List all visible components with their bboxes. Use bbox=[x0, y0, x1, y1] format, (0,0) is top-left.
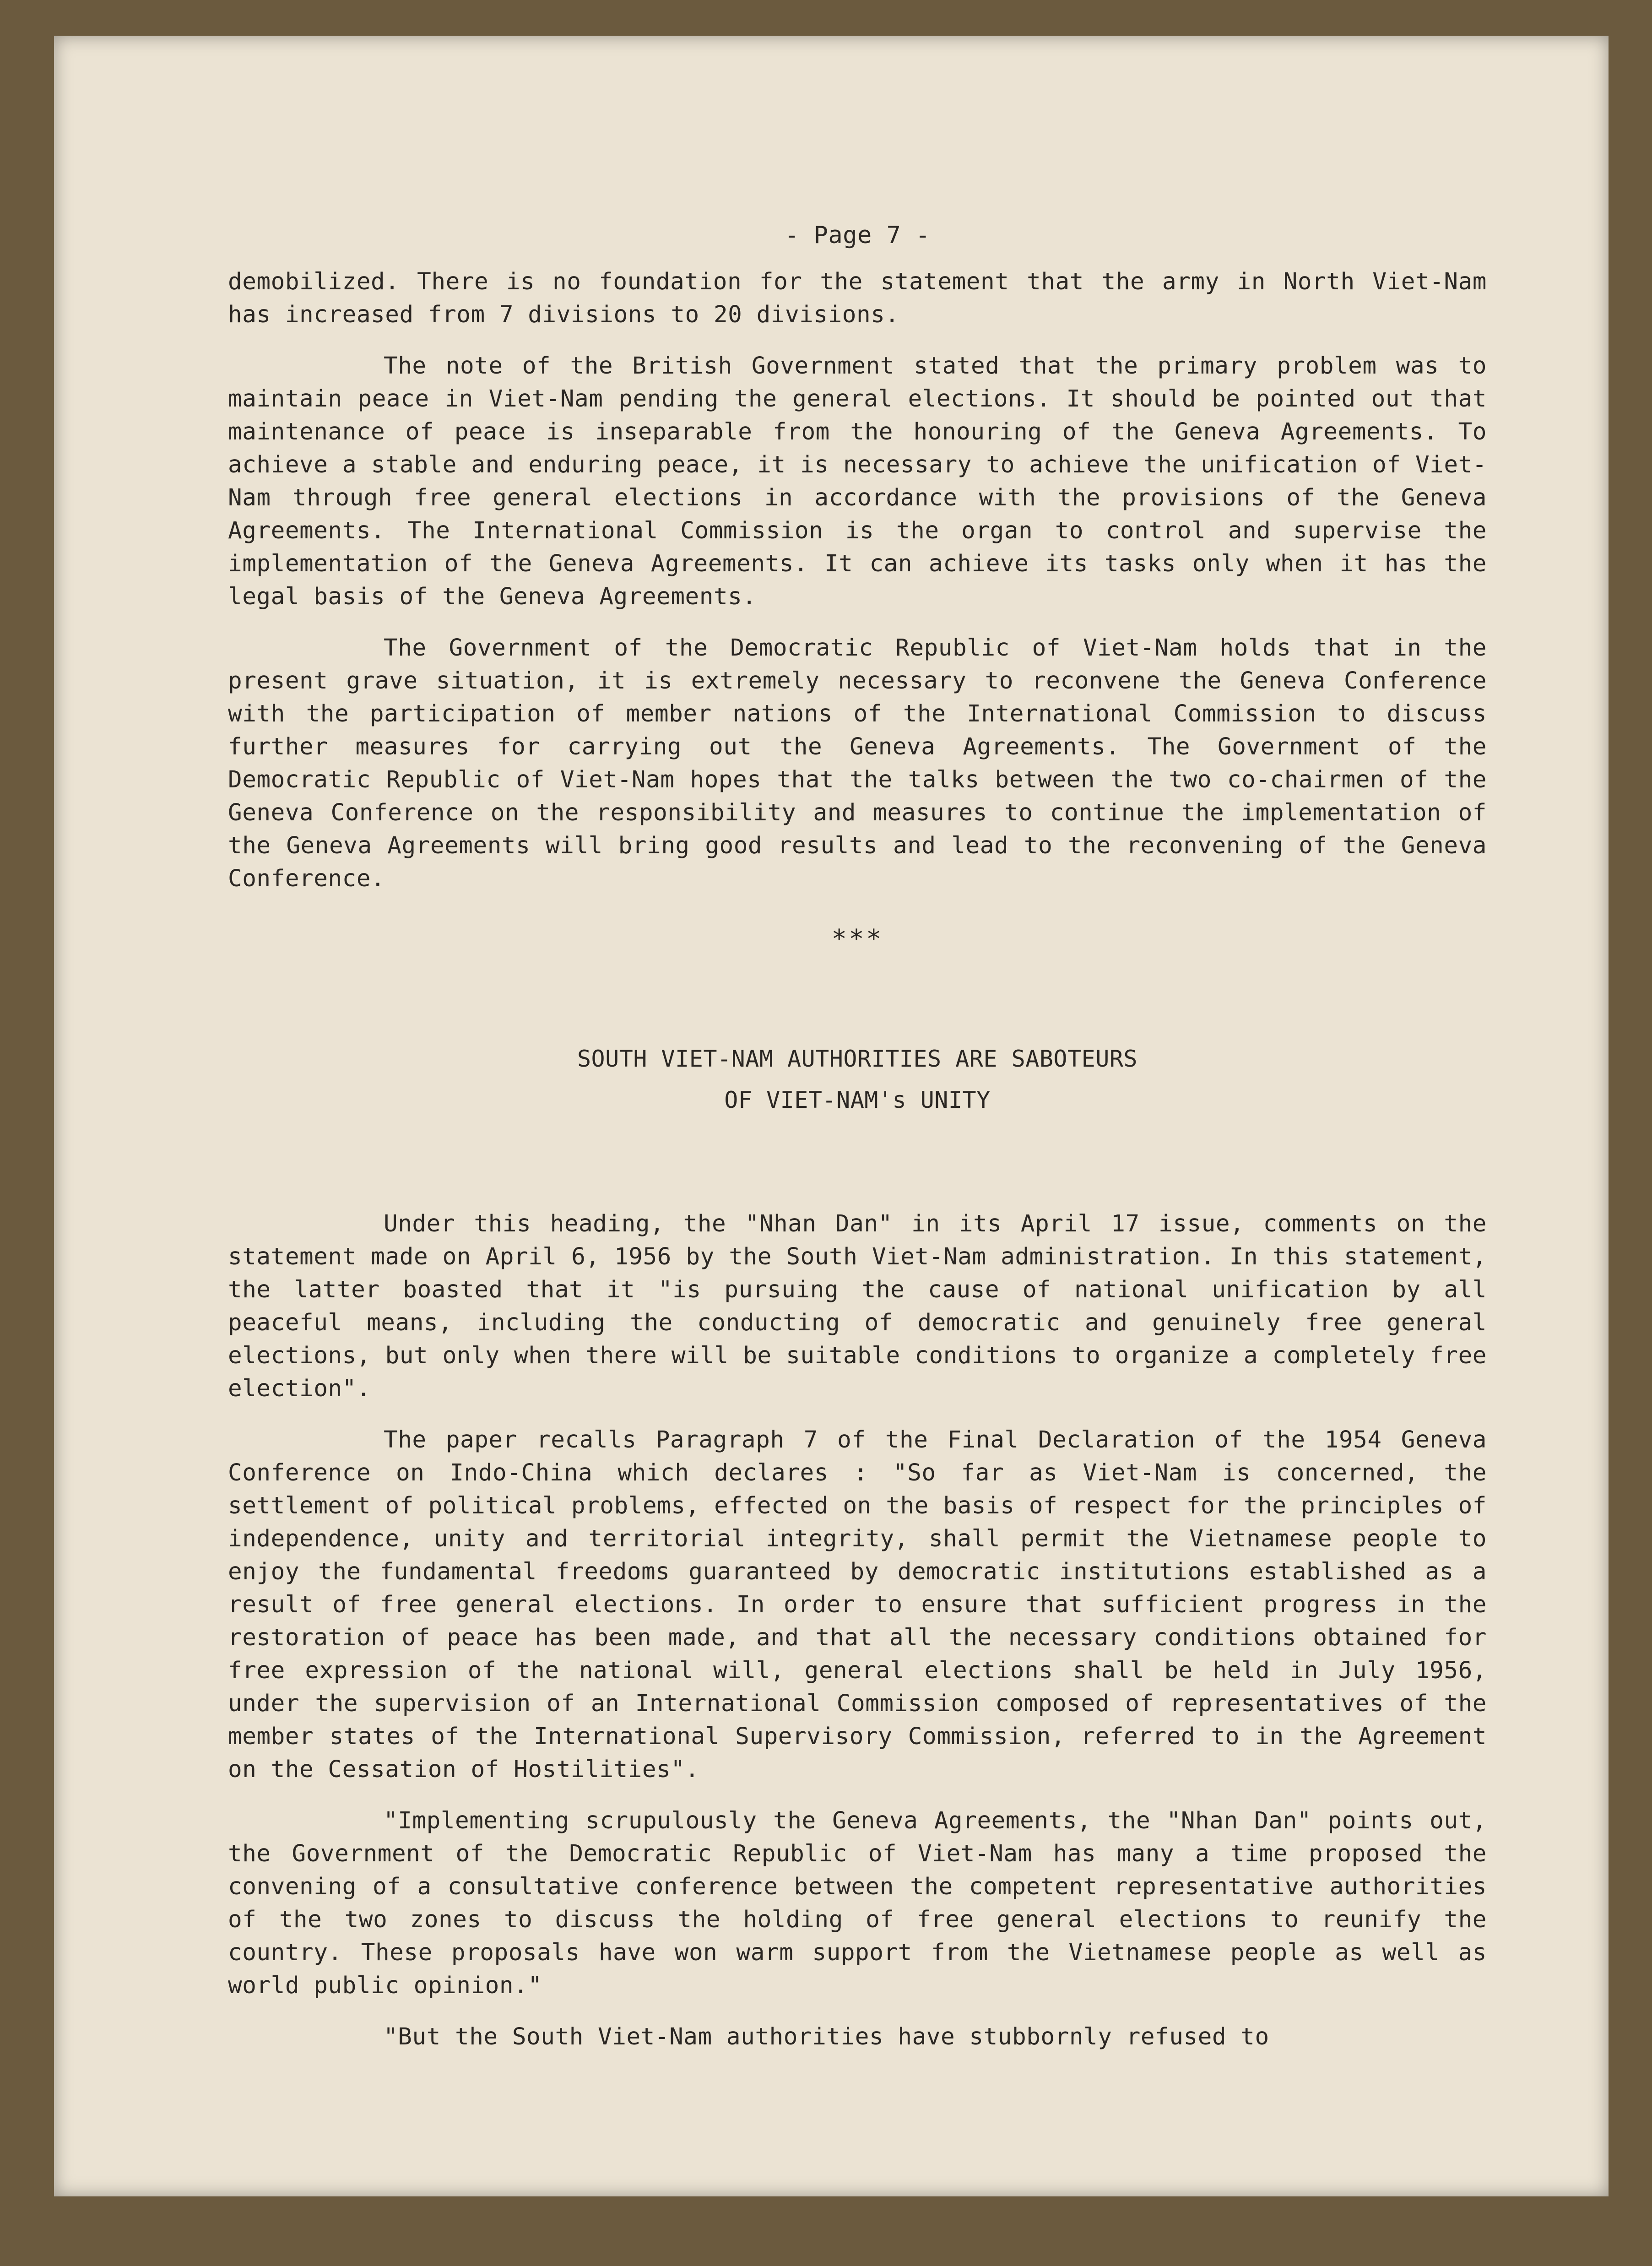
paragraph-implementing-agreements: "Implementing scrupulously the Geneva Agreements, the "Nhan Dan" points out, the Government of the Democratic Republic of Viet-Nam has many a time proposed the convening of a consultative conference between the competent representative authorities of the two zones to discuss the holding of free general elections to reunify the country. These proposals have won warm support from the Vietnamese people as well as world public opinion." bbox=[228, 1807, 1487, 1999]
section-heading bbox=[228, 1038, 1487, 1121]
paragraph-south-refusal: "But the South Viet-Nam authorities have stubbornly refused to bbox=[384, 2023, 1269, 2050]
paragraph-reconvene-conference: The Government of the Democratic Republic of Viet-Nam holds that in the present grave situation, it is extremely necessary to reconvene the Geneva Conference with the participation of member nations of the International Commission to discuss further measures for carrying out the Geneva Agreements. The Government of the Democratic Republic of Viet-Nam hopes that the talks between the two co-chairmen of the Geneva Conference on the responsibility and measures to continue the implementation of the Geneva Agreements will bring good results and lead to the reconvening of the Geneva Conference. bbox=[228, 634, 1487, 892]
section-separator: *** bbox=[831, 924, 883, 954]
paragraph-british-note: The note of the British Government stated that the primary problem was to maintain peace in Viet-Nam pending the general elections. It should be pointed out that maintenance of peace is inseparable from the honouring of the Geneva Agreements. To achieve a stable and enduring peace, it is necessary to achieve the unification of Viet-Nam through free general elections in accordance with the provisions of the Geneva Agreements. The International Commission is the organ to control and supervise the implementation of the Geneva Agreements. It can achieve its tasks only when it has the legal basis of the Geneva Agreements. bbox=[228, 352, 1487, 610]
document-page bbox=[54, 36, 1609, 2196]
paragraph-final-declaration: The paper recalls Paragraph 7 of the Final Declaration of the 1954 Geneva Conference on Indo-China which declares : "So far as Viet-Nam is concerned, the settlement of political problems, effected on the basis of respect for the principles of independence, unity and territorial integrity, shall permit the Vietnamese people to enjoy the fundamental freedoms guaranteed by democratic institutions established as a result of free general elections. In order to ensure that sufficient progress in the restoration of peace has been made, and that all the necessary conditions obtained for free expression of the national will, general elections shall be held in July 1956, under the supervision of an International Commission composed of representatives of the member states of the International Supervisory Commission, referred to in the Agreement on the Cessation of Hostilities". bbox=[228, 1426, 1487, 1783]
paragraph-continuation: demobilized. There is no foundation for the statement that the army in North Viet-Nam has increased from 7 divisions to 20 divisions. bbox=[228, 268, 1487, 328]
page-content bbox=[228, 219, 1487, 2072]
heading-line-1: SOUTH VIET-NAM AUTHORITIES ARE SABOTEURS bbox=[577, 1046, 1138, 1072]
heading-line-2: OF VIET-NAM's UNITY bbox=[724, 1087, 991, 1113]
page-number: - Page 7 - bbox=[784, 222, 931, 249]
paragraph-nhan-dan-comment: Under this heading, the "Nhan Dan" in its April 17 issue, comments on the statement made on April 6, 1956 by the South Viet-Nam administration. In this statement, the latter boasted that it "is pursuing the cause of national unification by all peaceful means, including the conducting of democratic and genuinely free general elections, but only when there will be suitable conditions to organize a completely free election". bbox=[228, 1210, 1487, 1402]
